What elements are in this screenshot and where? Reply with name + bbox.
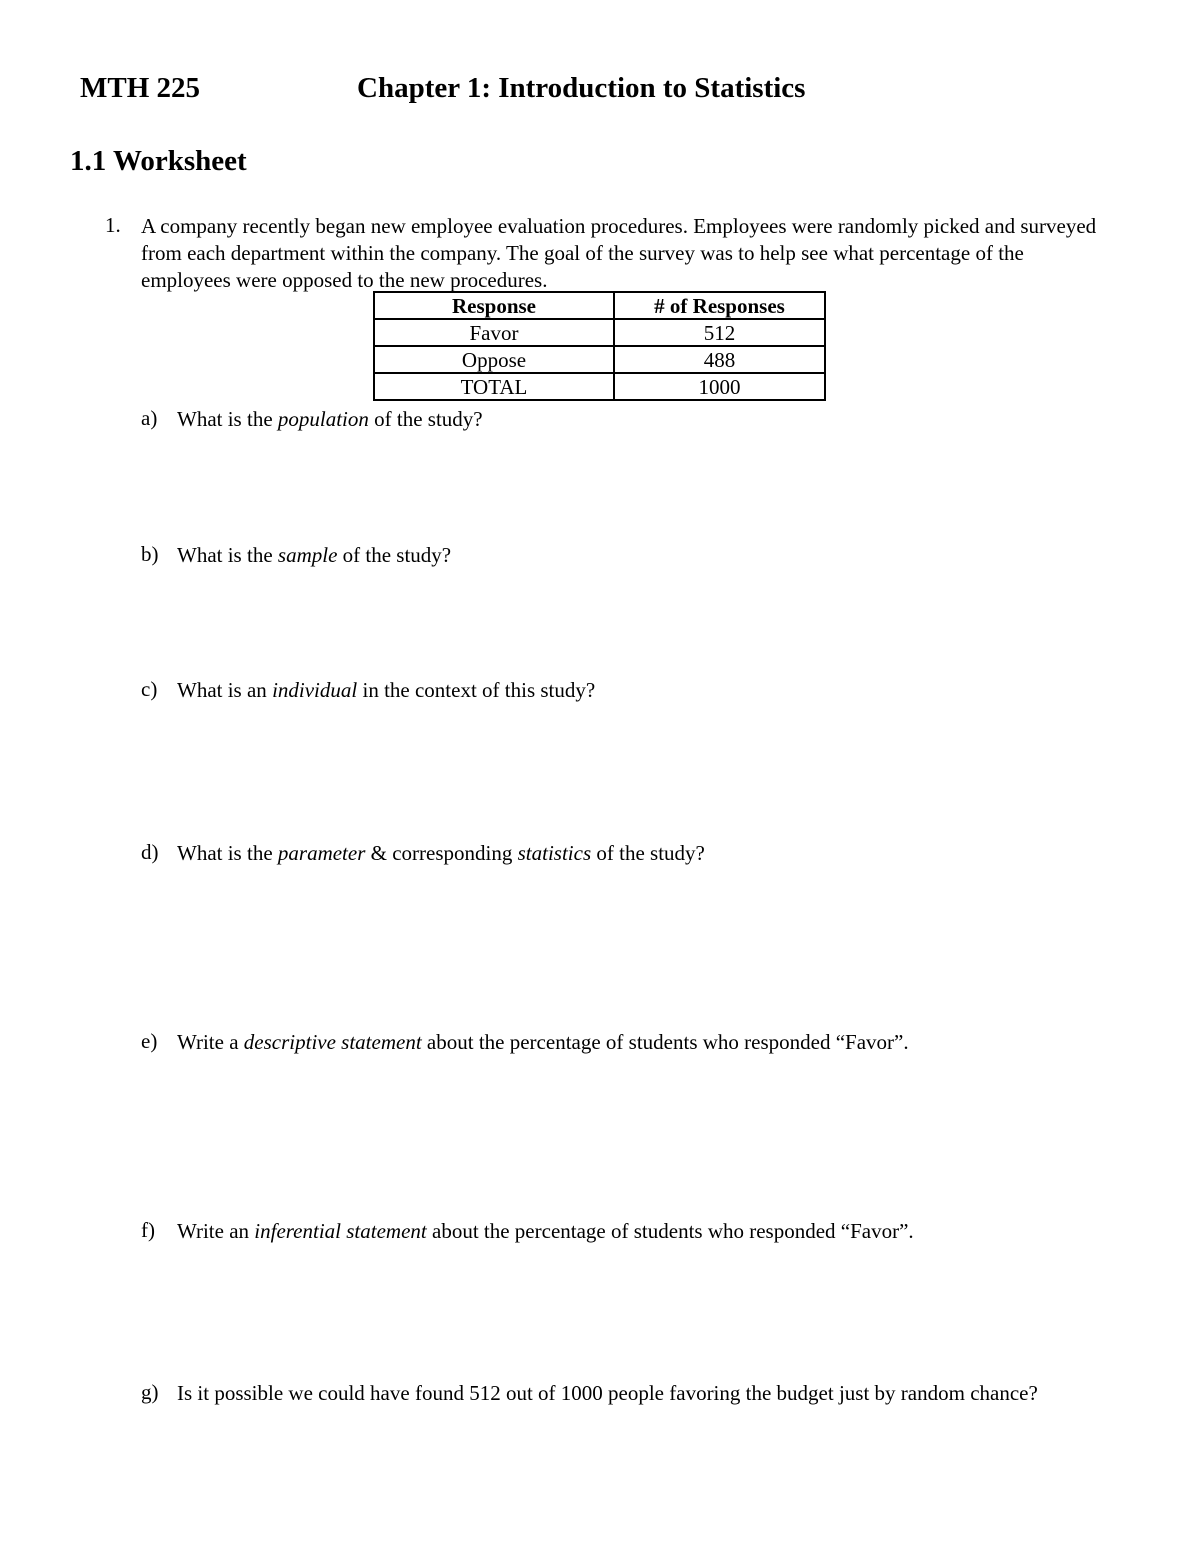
column-header-count: # of Responses: [614, 292, 825, 319]
count-cell: 512: [614, 319, 825, 346]
part-f-suffix: about the percentage of students who responded “Favor”.: [426, 1219, 914, 1243]
part-b-suffix: of the study?: [337, 543, 452, 567]
chapter-title: Chapter 1: Introduction to Statistics: [357, 72, 806, 104]
response-cell: TOTAL: [374, 373, 614, 400]
question-number: 1.: [105, 213, 121, 237]
part-c-suffix: in the context of this study?: [357, 678, 596, 702]
question-text: A company recently began new employee evaluation procedures. Employees were randomly picked and surveyed from each department within the company. The goal of the survey was to help see what percentage of the employees were opposed to the new procedures.: [141, 214, 1097, 292]
count-cell: 1000: [614, 373, 825, 400]
part-d-text: [177, 840, 705, 867]
part-c-prefix: What is an: [177, 678, 273, 702]
response-cell: Favor: [374, 319, 614, 346]
table-row: [374, 373, 825, 400]
count-cell: 488: [614, 346, 825, 373]
part-d-middle: & corresponding: [365, 841, 518, 865]
part-a-label: a): [141, 406, 158, 430]
part-c-term: individual: [272, 678, 358, 702]
part-d-term2: statistics: [517, 841, 592, 865]
table-header-row: [374, 292, 825, 319]
part-b-label: b): [141, 542, 159, 566]
part-f-prefix: Write an: [177, 1219, 255, 1243]
part-d-prefix: What is the: [177, 841, 278, 865]
response-cell: Oppose: [374, 346, 614, 373]
section-title: 1.1 Worksheet: [70, 145, 247, 177]
part-d-term: parameter: [277, 841, 366, 865]
part-g-text: Is it possible we could have found 512 out of 1000 people favoring the budget just by random chance?: [177, 1381, 1038, 1405]
column-header-response: Response: [374, 292, 614, 319]
part-e-prefix: Write a: [177, 1030, 244, 1054]
table-row: [374, 346, 825, 373]
part-a-suffix: of the study?: [368, 407, 483, 431]
part-e-suffix: about the percentage of students who responded “Favor”.: [421, 1030, 909, 1054]
part-f-label: f): [141, 1218, 155, 1242]
part-g-label: g): [141, 1380, 159, 1404]
part-d-label: d): [141, 840, 159, 864]
course-code: MTH 225: [80, 72, 201, 104]
responses-table: [373, 291, 826, 401]
part-c-text: [177, 677, 595, 704]
part-a-text: [177, 406, 483, 433]
table-row: [374, 319, 825, 346]
part-e-term: descriptive statement: [243, 1030, 422, 1054]
part-e-text: [177, 1029, 909, 1056]
part-b-term: sample: [277, 543, 338, 567]
part-a-term: population: [277, 407, 369, 431]
part-d-suffix: of the study?: [591, 841, 705, 865]
part-c-label: c): [141, 677, 158, 701]
part-b-prefix: What is the: [177, 543, 278, 567]
part-b-text: [177, 542, 451, 569]
part-e-label: e): [141, 1029, 158, 1053]
part-f-term: inferential statement: [254, 1219, 427, 1243]
part-f-text: [177, 1218, 914, 1245]
part-a-prefix: What is the: [177, 407, 278, 431]
